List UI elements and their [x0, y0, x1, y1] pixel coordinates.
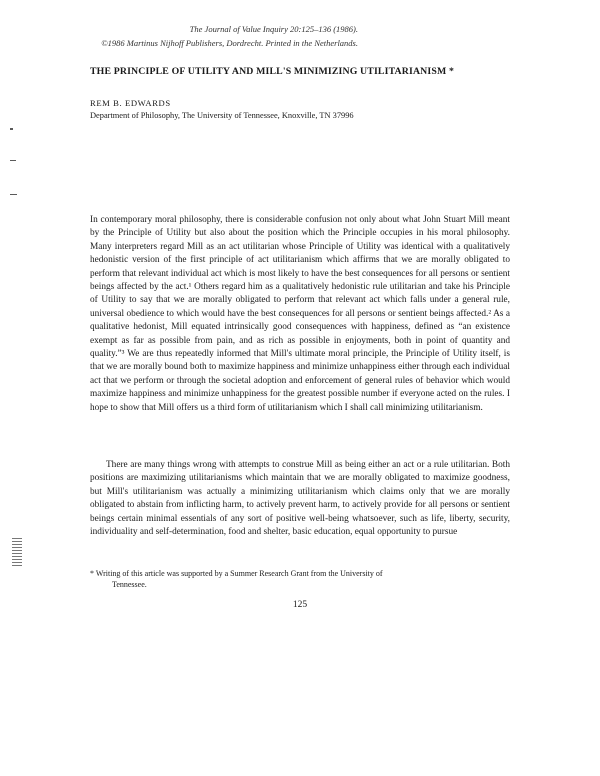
- body-paragraph-1: [90, 214, 510, 415]
- paragraph-text: In contemporary moral philosophy, there is considerable confusion not only about what John Stuart Mill meant by the Principle of Utility but also about the position which the Principle occupies in his moral philosophy. Many interpreters regard Mill as an act utilitarian whose Principle of Utility was identical with a qualitatively hedonistic version of the first principle of act utilitarianism which affirms that we are morally obligated to perform that relevant individual act which is most likely to have the best consequences for all persons or sentient beings affected by the act.¹ Others regard him as a qualitatively hedonistic rule utilitarian and take his Principle of Utility to say that we are morally obligated to perform that relevant act which falls under a general rule, universal obedience to which would have the best consequences for all persons or sentient beings affected.² As a qualitative hedonist, Mill equated intrinsically good consequences with happiness, defined as “an existence exempt as far as possible from pain, and as rich as possible in enjoyments, both in point of quantity and quality.”³ We are thus repeatedly informed that Mill's ultimate moral principle, the Principle of Utility itself, is that we are morally bound both to maximize happiness and minimize unhappiness either through each individual act that we perform or through the societal adoption and enforcement of general rules of behavior which would maximize happiness and minimize unhappiness for the greatest possible number if everyone acted on the rules. I hope to show that Mill offers us a third form of utilitarianism which I shall call minimizing utilitarianism.: [90, 215, 510, 413]
- author-affiliation: Department of Philosophy, The University of Tennessee, Knoxville, TN 37996: [90, 111, 354, 120]
- article-title: THE PRINCIPLE OF UTILITY AND MILL'S MINIMIZING UTILITARIANISM *: [90, 66, 455, 77]
- margin-mark: [10, 160, 16, 161]
- body-paragraph-2: [90, 459, 510, 539]
- publisher-line: ©1986 Martinus Nijhoff Publishers, Dordrecht. Printed in the Netherlands.: [101, 38, 358, 48]
- footnote-line: Tennessee.: [112, 580, 147, 589]
- margin-mark: [10, 194, 17, 195]
- footnote: [90, 568, 510, 590]
- footnote-line: * Writing of this article was supported by a Summer Research Grant from the University of: [90, 569, 383, 578]
- paragraph-text: There are many things wrong with attempts to construe Mill as being either an act or a rule utilitarian. Both positions are maximizing utilitarianisms which maintain that we are morally obligated to maximize goodness, but Mill's utilitarianism was actually a minimizing utilitarianism which claims only that we are morally obligated to abstain from inflicting harm, to actively prevent harm, to actively provide for all persons or sentient beings certain minimal essentials of any sort of positive well-being whatsoever, such as life, liberty, security, individuality and self-determination, food and shelter, basic education, equal opportunity to pursue: [90, 460, 510, 538]
- margin-mark: [10, 128, 13, 130]
- journal-citation: The Journal of Value Inquiry 20:125–136 (1986).: [189, 24, 358, 34]
- page-number: 125: [292, 600, 308, 610]
- margin-stamp: [12, 538, 22, 568]
- article-author: REM B. EDWARDS: [90, 98, 171, 108]
